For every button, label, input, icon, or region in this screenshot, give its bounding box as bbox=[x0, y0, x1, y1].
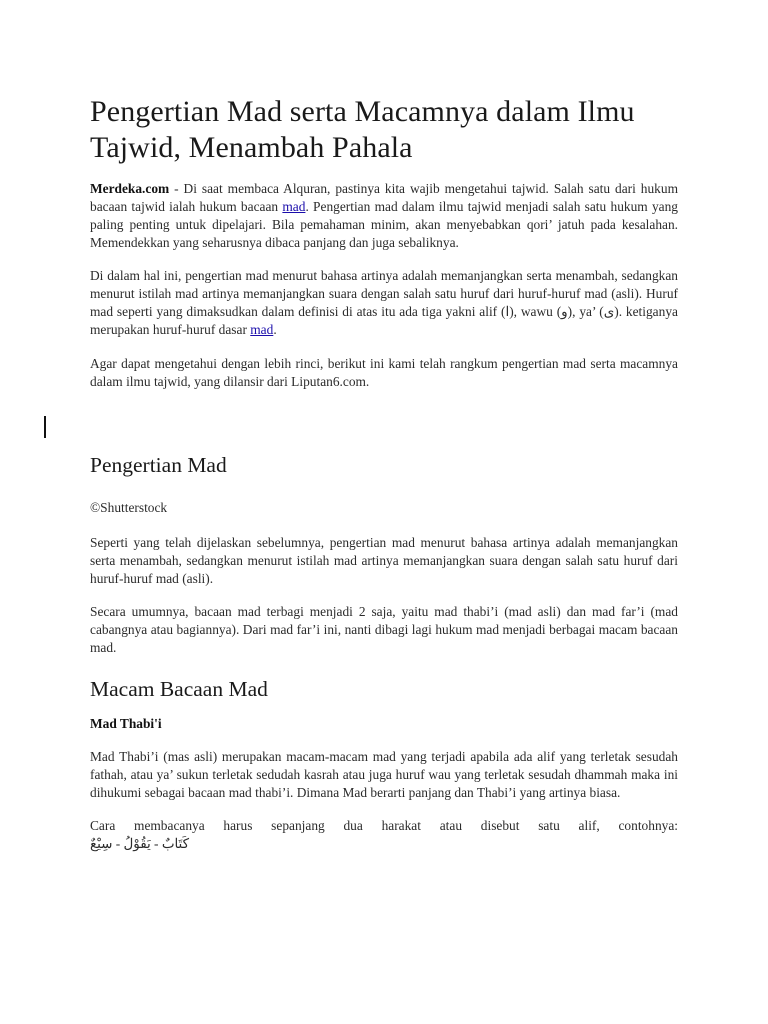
intro-text-1: - Di saat membaca Alquran, pastinya kita wajib mengetahui tajwid. Salah satu dari hukum bacaan tajwid ialah hukum bacaan bbox=[90, 181, 678, 214]
definition-paragraph bbox=[90, 267, 678, 339]
pengertian-paragraph-2: Secara umumnya, bacaan mad terbagi menjadi 2 saja, yaitu mad thabi’i (mad asli) dan mad far’i (mad cabangnya atau bagiannya). Dari mad far’i ini, nanti dibagi lagi hukum mad menjadi berbagai macam bacaan mad. bbox=[90, 604, 678, 655]
definition-text-1: Di dalam hal ini, pengertian mad menurut bahasa artinya adalah memanjangkan serta menambah, sedangkan menurut istilah mad artinya memanjangkan suara dengan salah satu huruf dari huruf-huruf mad (asli). Huruf mad seperti yang dimaksudkan dalam definisi di atas itu ada tiga yakni alif (ا), wawu (و), ya’ (ى). ketiganya merupakan huruf-huruf dasar bbox=[90, 268, 678, 337]
image-credit: ©Shutterstock bbox=[90, 500, 168, 515]
text-cursor bbox=[44, 416, 46, 438]
intro-paragraph bbox=[90, 180, 678, 252]
article-body bbox=[90, 94, 678, 853]
summary-paragraph: Agar dapat mengetahui dengan lebih rinci, berikut ini kami telah rangkum pengertian mad serta macamnya dalam ilmu tajwid, yang dilansir dari Liputan6.com. bbox=[90, 356, 678, 389]
section-heading-pengertian: Pengertian Mad bbox=[90, 453, 227, 477]
section-heading-macam: Macam Bacaan Mad bbox=[90, 677, 268, 701]
source-name: Merdeka.com bbox=[90, 181, 170, 196]
intro-text-2: . Pengertian mad dalam ilmu tajwid menjadi salah satu hukum yang paling penting untuk dipelajari. Bila pemahaman minim, akan menyebabkan qori’ jatuh pada kesalahan. Memendekkan yang seharusnya dibaca panjang dan juga sebaliknya. bbox=[90, 199, 678, 250]
thabii-paragraph-1: Mad Thabi’i (mas asli) merupakan macam-macam mad yang terjadi apabila ada alif yang terletak sesudah fathah, atau ya’ sukun terletak sedudah kasrah atau juga huruf wau yang terletak sesudah dhammah maka ini dihukumi sebagai bacaan mad thabi’i. Dimana Mad berarti panjang dan Thabi’i yang artinya biasa. bbox=[90, 749, 678, 800]
thabii-paragraph-2: Cara membacanya harus sepanjang dua harakat atau disebut satu alif, contohnya: bbox=[90, 818, 678, 833]
mad-link[interactable]: mad bbox=[282, 199, 306, 214]
mad-link-2[interactable]: mad bbox=[250, 322, 274, 337]
definition-text-2: . bbox=[273, 322, 277, 337]
article-title: Pengertian Mad serta Macamnya dalam Ilmu Tajwid, Menambah Pahala bbox=[90, 95, 635, 164]
pengertian-paragraph-1: Seperti yang telah dijelaskan sebelumnya, pengertian mad menurut bahasa artinya adalah memanjangkan serta menambah, sedangkan menurut istilah mad artinya memanjangkan suara dengan salah satu huruf dari huruf-huruf mad (asli). bbox=[90, 535, 678, 586]
subheading-mad-thabii: Mad Thabi'i bbox=[90, 716, 162, 731]
arabic-examples: كَتَابٌ - يَقُوْلُ - سِيْعٌ bbox=[90, 836, 189, 851]
